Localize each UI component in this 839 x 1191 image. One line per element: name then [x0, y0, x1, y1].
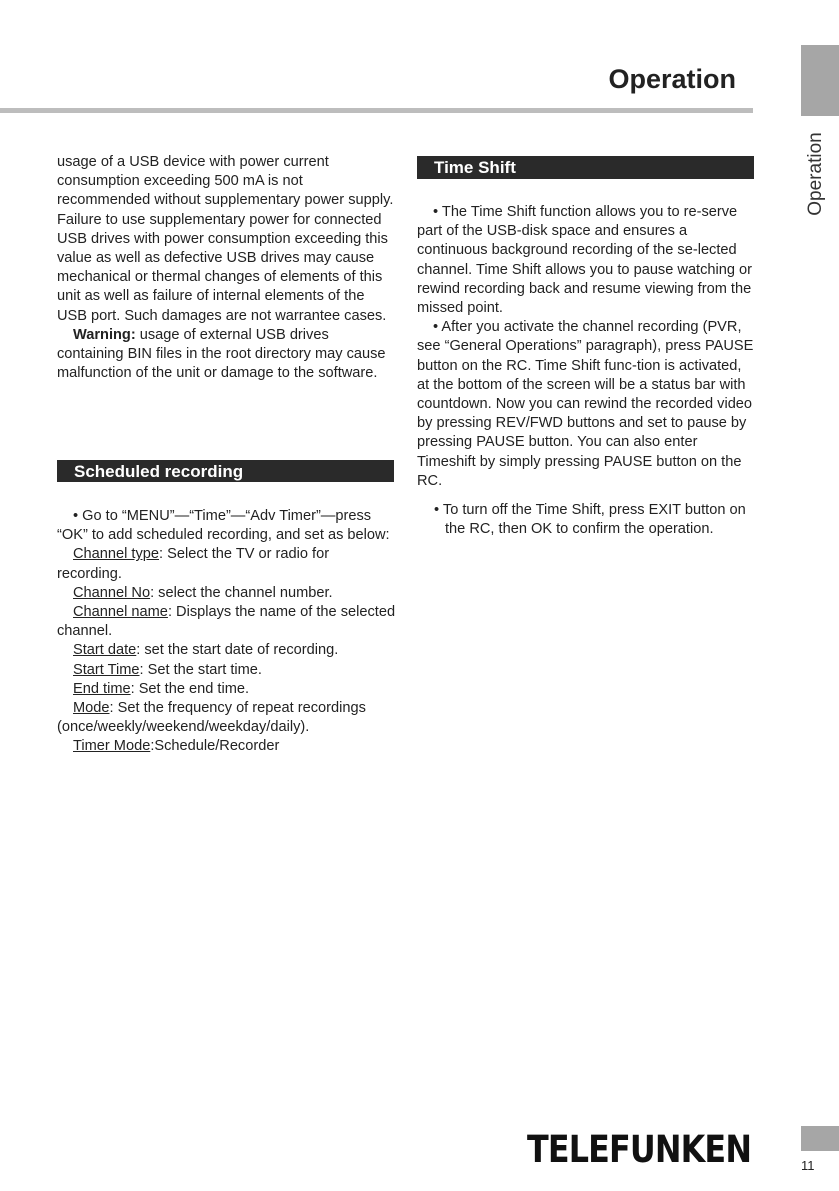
usb-power-paragraph: usage of a USB device with power current consumption exceeding 500 mA is not recommended without supplementary power supply. Failure to use supplementary power for connected USB drives with power consumption exceeding this value as well as defective USB drives may cause mechanical or thermal changes of elements of this unit as well as failure of internal elements of the USB port. Such damages are not warrantee cases.	[57, 154, 394, 324]
setting-desc: : Set the end time.	[130, 680, 250, 697]
footer-tab-marker	[801, 1126, 839, 1151]
setting-item-channel-name	[57, 603, 397, 641]
setting-term: Start Time	[73, 661, 140, 678]
scheduled-recording-heading: Scheduled recording	[57, 460, 394, 482]
time-shift-heading: Time Shift	[417, 156, 754, 179]
setting-term: End time	[73, 680, 131, 697]
setting-desc: : set the start date of recording.	[136, 642, 339, 659]
time-shift-paragraph-3: • To turn off the Time Shift, press EXIT button on the RC, then OK to confirm the operation.	[434, 502, 746, 538]
page-number: 11	[801, 1158, 815, 1173]
setting-desc: : Set the frequency of repeat recordings (once/weekly/weekend/weekday/daily).	[57, 700, 366, 736]
setting-item-channel-type	[57, 545, 397, 583]
setting-term: Mode	[73, 700, 110, 717]
warning-paragraph	[57, 326, 397, 384]
setting-desc: : Set the start time.	[139, 661, 262, 678]
setting-item-mode	[57, 699, 397, 737]
setting-term: Channel type	[73, 546, 160, 563]
setting-desc: : select the channel number.	[150, 584, 333, 601]
time-shift-paragraph-1: • The Time Shift function allows you to re-serve part of the USB-disk space and ensures a continuous background recording of the se-lected channel. Time Shift allows you to pause watching or rewind recording back and resume viewing from the missed point.	[417, 204, 753, 317]
setting-item-start-time	[57, 661, 397, 680]
setting-item-timer-mode	[57, 737, 397, 756]
setting-item-channel-no	[57, 584, 397, 603]
warning-label: Warning:	[73, 326, 136, 343]
time-shift-paragraph-2: • After you activate the channel recording (PVR, see “General Operations” paragraph), press PAUSE button on the RC. Time Shift func-tion is activated, at the bottom of the screen will be a status bar with countdown. Now you can rewind the recorded video by pressing REV/FWD buttons and set to pause by pressing PAUSE button. You can also enter Timeshift by simply pressing PAUSE button on the RC.	[417, 319, 754, 489]
page-title: Operation	[608, 64, 736, 94]
setting-item-end-time	[57, 680, 397, 699]
side-section-label-text: Operation	[805, 132, 826, 216]
setting-desc: : Select the TV or radio for recording.	[57, 546, 330, 582]
warning-text: usage of external USB drives containing BIN files in the root directory may cause malfunction of the unit or damage to the software.	[57, 326, 386, 382]
header-divider	[0, 108, 753, 113]
setting-term: Channel No	[73, 584, 151, 601]
setting-term: Start date	[73, 642, 137, 659]
setting-desc: : Displays the name of the selected channel.	[57, 604, 396, 640]
setting-desc: :Schedule/Recorder	[150, 738, 280, 755]
side-tab-marker	[801, 45, 839, 116]
time-shift-body	[417, 203, 755, 539]
scheduled-intro: • Go to “MENU”—“Time”—“Adv Timer”—press “OK” to add scheduled recording, and set as below:	[57, 508, 390, 544]
scheduled-recording-body	[57, 507, 397, 757]
setting-term: Channel name	[73, 604, 168, 621]
setting-term: Timer Mode	[73, 738, 151, 755]
side-section-label	[805, 130, 827, 218]
setting-item-start-date	[57, 641, 397, 660]
usb-power-notice	[57, 153, 397, 383]
telefunken-logo: TELEFUNKEN	[527, 1128, 752, 1171]
